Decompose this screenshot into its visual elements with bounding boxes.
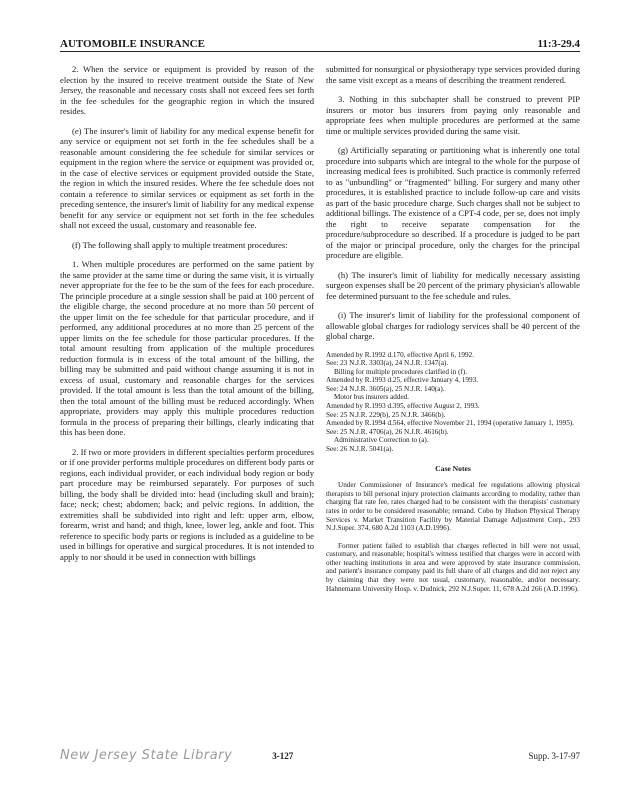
amendment-line: See: 26 N.J.R. 5041(a). bbox=[326, 445, 394, 454]
amendment-line: See: 24 N.J.R. 3605(a), 25 N.J.R. 140(a). bbox=[326, 384, 445, 393]
right-column bbox=[326, 64, 580, 602]
case-note: Former patient failed to establish that charges reflected in bill were not usual, customary, and reasonable; hospital's witness testified that charges were in accord with other teaching institutions in area and were approved by state insurance commission, and patient's insurance company paid its full share of all charges and did not reject any by claiming that they were not usual, customary, reasonable, and/or necessary. Hahnemann University Hosp. v. Dudnick, 292 N.J.Super. 11, 678 A.2d 266 (A.D.1996). bbox=[326, 541, 580, 593]
amendment-line: See: 25 N.J.R. 4706(a), 26 N.J.R. 4616(b). bbox=[326, 427, 449, 436]
header-section-number: 11:3-29.4 bbox=[537, 38, 580, 50]
supplement-date: Supp. 3-17-97 bbox=[528, 750, 580, 761]
library-watermark: New Jersey State Library bbox=[60, 748, 233, 763]
paragraph-f2-continued: submitted for nonsurgical or physiotherapy type services provided during the same visit except as a means of describing the treatment rendered. bbox=[326, 64, 580, 85]
amendment-line: Billing for multiple procedures clarified in (f). bbox=[334, 367, 468, 376]
paragraph-i: (i) The insurer's limit of liability for the professional component of allowable global charges for radiology services shall be 40 percent of the global charge. bbox=[326, 310, 580, 341]
paragraph-f3: 3. Nothing in this subchapter shall be construed to prevent PIP insurers or motor bus insurers from paying only reasonable and appropriate fees when multiple procedures are performed at the same time or multiple services provided during the same visit. bbox=[326, 94, 580, 136]
paragraph-f: (f) The following shall apply to multiple treatment procedures: bbox=[72, 239, 288, 250]
page-footer bbox=[60, 748, 580, 763]
amendment-line: Amended by R.1993 d.395, effective August 2, 1993. bbox=[326, 402, 480, 411]
paragraph-d2: 2. When the service or equipment is provided by reason of the election by the insured to receive treatment outside the State of New Jersey, the reasonable and necessary costs shall not exceed fees set forth in the fee schedules for the geographic region in which the insured resides. bbox=[60, 64, 314, 116]
amendment-line: See: 25 N.J.R. 229(b), 25 N.J.R. 3466(b). bbox=[326, 410, 446, 419]
paragraph-h: (h) The insurer's limit of liability for medically necessary assisting surgeon expenses shall be 20 percent of the primary physician's allowable fee determined pursuant to the fee schedule and rules. bbox=[326, 269, 580, 301]
paragraph-f2: 2. If two or more providers in different specialties perform procedures or if one provider performs multiple procedures on different body parts or regions, each individual provider, or each individual body region or body part procedure may be reimbursed separately. For purposes of such billing, the body shall be divided into: head (including skull and brain); face; neck; chest; abdomen; back; and pelvic regions. In addition, the extremities shall be subdivided into right and left: upper arm, elbow, forearm, wrist and hand; and thigh, knee, lower leg, ankle and foot. This reference to specific body parts or regions is included as a guideline to be used in billings for operative and surgical procedures. It is not intended to apply to nor should it be used in connection with billings bbox=[60, 446, 314, 562]
amendment-line: See: 23 N.J.R. 3303(a), 24 N.J.R. 1347(a). bbox=[326, 359, 449, 368]
amendment-history bbox=[326, 351, 580, 454]
paragraph-g: (g) Artificially separating or partitioning what is inherently one total procedure into subparts which are integral to the whole for the purpose of increasing medical fees is prohibited. Such practice is commonly referred to as "unbundling" or "fragmented" billing. For surgery and many other procedures, it is established practice to include follow-up care and visits as part of the basic procedure charge. Such charges shall not be subject to additional billings. The existence of a CPT-4 code, per se, does not imply the right to receive separate compensation for the procedure/subprocedure so described. If a procedure is judged to be part of the major or principal procedure, only the charges for the principal procedure are eligible. bbox=[326, 145, 580, 260]
amendment-line: Amended by R.1993 d.25, effective January 4, 1993. bbox=[326, 376, 478, 385]
page-number: 3-127 bbox=[272, 750, 294, 761]
footer-left bbox=[60, 748, 293, 763]
left-column bbox=[60, 64, 314, 571]
amendment-line: Administrative Correction to (a). bbox=[334, 436, 429, 445]
case-notes-heading: Case Notes bbox=[435, 463, 471, 473]
case-note: Under Commissioner of Insurance's medical fee regulations allowing physical therapists to bill personal injury protection claimants according to modality, rather than charging flat rate fee, rates charged had to be consistent with the therapists' customary rates in order to be considered reasonable; remand. Cobo by Hudson Physical Therapy Services v. Market Transition Facility by Material Damage Adjustment Corp., 293 N.J.Super. 374, 680 A.2d 1103 (A.D.1996). bbox=[326, 481, 580, 533]
paragraph-f1: 1. When multiple procedures are performed on the same patient by the same provider at the same time or during the same visit, it is virtually never appropriate for the fee to be the sum of the fees for each procedure. The principle procedure at a single session shall be paid at 100 percent of the eligible charge, the second procedure at no more than 50 percent of the upper limit on the fee schedule for that particular procedure, and if performed, any additional procedures at no more than 25 percent of the upper limits on the fee schedule for those particular procedures. If the total amount resulting from application of the multiple procedures reduction formula is in excess of the total amount of the billing, the billing may be submitted and paid without change assuming it is not in excess of usual, customary and reasonable charges for the services provided. If the total amount is less than the total amount of the billing, then the total amount of the billing must be reduced accordingly. When appropriate, providers may apply this multiple procedures reduction formula in the process of preparing their billings, clearly indicating that this has been done. bbox=[60, 259, 314, 437]
page-header bbox=[60, 34, 580, 52]
amendment-line: Motor bus insurers added. bbox=[334, 393, 410, 402]
header-title: AUTOMOBILE INSURANCE bbox=[60, 38, 205, 50]
amendment-line: Amended by R.1992 d.170, effective April 6, 1992. bbox=[326, 350, 474, 359]
amendment-line: Amended by R.1994 d.564, effective November 21, 1994 (operative January 1, 1995). bbox=[326, 419, 574, 428]
paragraph-e: (e) The insurer's limit of liability for any medical expense benefit for any service or equipment not set forth in the fee schedules shall be a reasonable amount considering the fee schedule for similar services or equipment in the region where the service or equipment was provided or, in the case of elective services or equipment provided outside the State, the region in which the insured resides. Where the fee schedule does not contain a reference to similar services or equipment as set forth in the preceding sentence, the insurer's limit of liability for any medical expense benefit for any service or equipment not set forth in the fee schedules shall not exceed the usual, customary and reasonable fee. bbox=[60, 125, 314, 230]
